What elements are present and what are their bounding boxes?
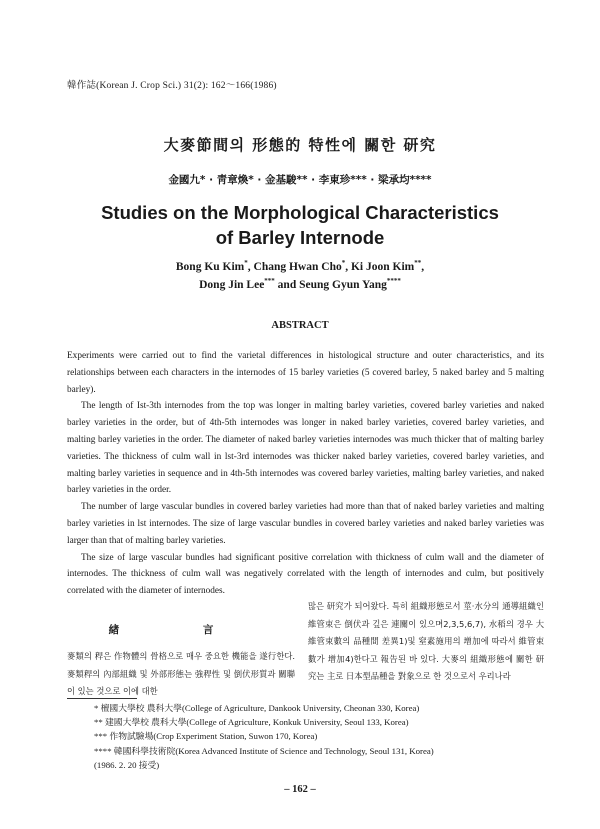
footnote: *** 作物試驗場(Crop Experiment Station, Suwon 170, Korea) [94,731,318,742]
author-name: and Seung Gyun Yang [274,279,387,291]
abstract-paragraph: The length of Ist-3th internodes from the top was longer in malting barley varieties, covered barley varieties and naked barley varieties in the order, but of 4th-5th internodes was longer in naked barley varieties, covered barley varieties, and malting barley varieties in the order. The diameter of naked barley varieties internodes was much thicker that of malting barley varieties. The thickness of culm wall in lst-3rd internodes was thicker naked barley varieties, covered barley varieties, and malting barley varieties in sequence and in 4th-5th internodes was covered barley varieties, malting barley varieties, and naked barley varieties in the order. [67,401,544,496]
affiliation-mark: * [341,259,346,267]
affiliation-mark: **** [386,277,401,285]
journal-citation: 韓作誌(Korean J. Crop Sci.) 31(2): 162～166(1986) [67,81,277,91]
introduction-right-column: 많은 研究가 되어왔다. 특히 組織形態로서 莖·水分의 通導組織인 維管束은 倒伏과 깊은 連關이 있으며2,3,5,6,7), 水稻의 경우 大維管束數의 品種間 差異1)및 窒素施用의 增加에 따라서 維管束數가 增加4)한다고 報告된 바 있다. 大麥의 組織形態에 關한 研究는 主로 日本型品種을 對象으로 한 것으로서 우리나라 [308,601,544,681]
footnotes [94,701,434,772]
korean-authors: 金國九* · 靑章煥* · 金基駿** · 李東珍*** · 梁承均**** [168,174,432,186]
introduction-left-column: 麥類의 稈은 作物體의 骨格으로 매우 중요한 機能을 遂行한다. 麥類稈의 內部組織 및 外部形態는 強稈性 및 倒伏形質과 關聯이 있는 것으로 이에 대한 [67,651,295,696]
english-authors [0,258,600,294]
footnote: **** 韓國科學技術院(Korea Advanced Institute of Science and Technology, Seoul 131, Korea) [94,745,434,756]
footnote: (1986. 2. 20 接受) [94,759,160,770]
abstract-paragraph: Experiments were carried out to find the varietal differences in histological structure and outer characteristics, and its relationships between each characters in the internodes of 15 barley varieties (5 covered barley, 5 naked barley and 5 malting barley). [67,351,544,395]
english-title [0,200,600,250]
author-name: , Chang Hwan Cho [247,261,342,273]
author-name: Bong Ku Kim [175,261,245,273]
english-title-line2: of Barley Internode [215,227,385,248]
affiliation-mark: ** [414,259,422,267]
footnote: * 檀國大學校 農科大學(College of Agriculture, Dankook University, Cheonan 330, Korea) [94,703,420,713]
affiliation-mark: *** [264,277,275,285]
abstract-paragraph: The size of large vascular bundles had significant positive correlation with thickness of culm wall and the diameter of internodes. The thickness of culm wall was negatively correlated with the length of internodes and culm, but positively correlated with the diameter of internodes. [67,552,544,597]
abstract-body [67,348,544,600]
footnote: ** 建國大學校 農科大學(College of Agriculture, Konkuk University, Seoul 133, Korea) [94,717,409,728]
authors-line2 [0,276,600,294]
author-name: , Ki Joon Kim [345,261,415,273]
introduction-heading: 緖 言 [108,624,254,636]
authors-line1 [0,258,600,276]
footnote-rule [67,698,137,699]
page-number: – 162 – [284,784,316,795]
abstract-heading: ABSTRACT [271,320,329,331]
affiliation-mark: * [244,259,248,267]
author-name: Dong Jin Lee [199,279,265,291]
korean-title: 大麥節間의 形態的 特性에 關한 研究 [163,136,437,154]
english-title-line1: Studies on the Morphological Characteristics [101,202,499,223]
author-separator: , [421,261,425,273]
abstract-paragraph: The number of large vascular bundles in covered barley varieties had more than that of naked barley varieties and malting barley varieties in lst internodes. The size of large vascular bundles in covered barley varieties and naked barley varieties was larger than that of malting barley varieties. [67,502,544,546]
